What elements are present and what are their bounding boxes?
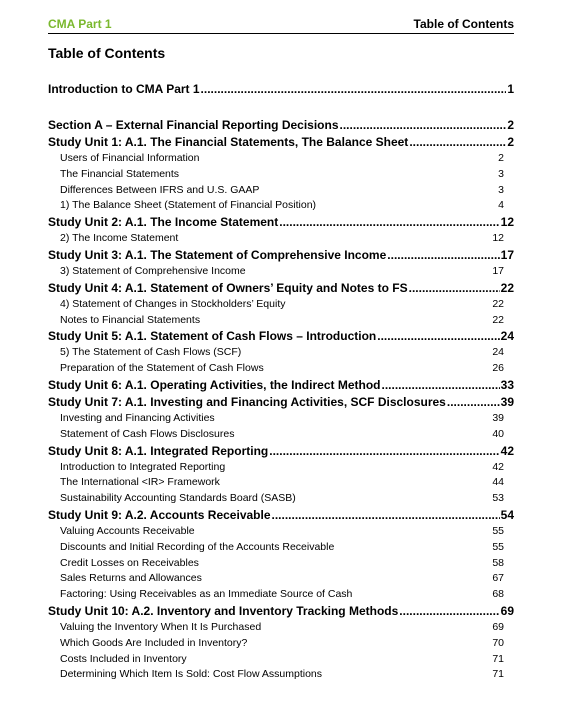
subentry-page: 55 [492, 540, 504, 553]
subentry-label: Discounts and Initial Recording of the Accounts Receivable [60, 540, 335, 553]
toc-entry-page: 2 [507, 118, 514, 132]
subentry-label: 5) The Statement of Cash Flows (SCF) [60, 346, 242, 359]
dot-leader [377, 328, 499, 345]
dot-leader [381, 377, 499, 394]
subentry-label: The Financial Statements [60, 167, 180, 180]
subentry-page: 67 [492, 572, 504, 585]
toc-subentry[interactable] [48, 667, 504, 683]
toc-subentry[interactable] [48, 151, 504, 167]
study-unit-label: Study Unit 8: A.1. Integrated Reporting [48, 443, 269, 458]
toc-entry-page: 1 [507, 82, 514, 96]
subentry-page: 42 [492, 460, 504, 473]
dot-leader [409, 134, 506, 151]
subentry-label: Sustainability Accounting Standards Board (SASB) [60, 492, 296, 505]
subentry-page: 2 [498, 152, 504, 164]
study-unit-label: Study Unit 1: A.1. The Financial Statements, The Balance Sheet [48, 135, 409, 149]
study-unit-entry[interactable] [48, 394, 514, 411]
study-unit-entry[interactable] [48, 328, 514, 345]
subentry-page: 69 [492, 620, 504, 633]
study-unit-label: Study Unit 4: A.1. Statement of Owners’ Equity and Notes to FS [48, 280, 408, 295]
study-unit-page: 22 [500, 280, 514, 295]
toc-subentry[interactable] [48, 587, 504, 603]
toc-subentry[interactable] [48, 556, 504, 572]
toc-section-entry[interactable] [48, 117, 514, 134]
toc-entry-label: Section A – External Financial Reporting Decisions [48, 118, 339, 132]
subentry-page: 22 [492, 297, 504, 310]
toc-subentry[interactable] [48, 198, 504, 214]
subentry-label: 4) Statement of Changes in Stockholders’ Equity [60, 297, 286, 310]
toc-subentry[interactable] [48, 264, 504, 280]
subentry-label: Statement of Cash Flows Disclosures [60, 427, 235, 440]
dot-leader [409, 280, 500, 297]
toc-intro-entry[interactable] [48, 81, 514, 98]
subentry-page: 26 [492, 362, 504, 375]
subentry-label: Costs Included in Inventory [60, 652, 187, 665]
study-unit-page: 39 [500, 394, 514, 409]
subentry-label: The International <IR> Framework [60, 476, 220, 489]
dot-leader [201, 81, 507, 98]
toc-entry-label: Introduction to CMA Part 1 [48, 82, 200, 96]
subentry-page: 4 [498, 199, 504, 212]
subentry-label: Preparation of the Statement of Cash Flows [60, 362, 264, 375]
study-unit-entry[interactable] [48, 443, 514, 460]
study-unit-label: Study Unit 5: A.1. Statement of Cash Flows – Introduction [48, 329, 377, 344]
table-of-contents [48, 81, 514, 683]
subentry-label: Determining Which Item Is Sold: Cost Flow Assumptions [60, 668, 323, 681]
subentry-page: 39 [492, 411, 504, 424]
toc-subentry[interactable] [48, 491, 504, 507]
study-unit-page: 33 [500, 377, 514, 392]
running-header [48, 17, 514, 34]
page-title: Table of Contents [48, 45, 166, 61]
subentry-page: 71 [492, 668, 504, 681]
study-unit-page: 54 [500, 507, 514, 522]
study-unit-label: Study Unit 2: A.1. The Income Statement [48, 215, 279, 230]
header-left: CMA Part 1 [48, 17, 112, 31]
dot-leader [447, 394, 500, 411]
subentry-page: 24 [492, 346, 504, 359]
study-unit-list [48, 134, 514, 683]
subentry-page: 3 [498, 183, 504, 196]
subentry-label: Introduction to Integrated Reporting [60, 460, 226, 473]
subentry-page: 22 [492, 313, 504, 326]
study-unit-entry[interactable] [48, 377, 514, 394]
subentry-page: 12 [492, 232, 504, 245]
dot-leader [269, 443, 499, 460]
subentry-page: 40 [492, 427, 504, 440]
study-unit-entry[interactable] [48, 214, 514, 231]
subentry-page: 70 [492, 636, 504, 649]
toc-subentry[interactable] [48, 345, 504, 361]
study-unit-page: 42 [500, 443, 514, 458]
study-unit-page: 69 [500, 603, 514, 618]
subentry-label: Factoring: Using Receivables as an Immediate Source of Cash [60, 588, 353, 601]
toc-subentry[interactable] [48, 460, 504, 476]
subentry-label: Valuing the Inventory When It Is Purchased [60, 620, 262, 633]
subentry-label: Notes to Financial Statements [60, 313, 201, 326]
study-unit-entry[interactable] [48, 280, 514, 297]
study-unit-entry[interactable] [48, 134, 514, 151]
subentry-label: Sales Returns and Allowances [60, 572, 202, 585]
toc-subentry[interactable] [48, 652, 504, 668]
study-unit-page: 24 [500, 329, 514, 344]
subentry-label: 3) Statement of Comprehensive Income [60, 264, 246, 277]
header-right: Table of Contents [413, 17, 514, 31]
toc-subentry[interactable] [48, 636, 504, 652]
subentry-page: 71 [492, 652, 504, 665]
study-unit-entry[interactable] [48, 247, 514, 264]
dot-leader [272, 507, 500, 524]
study-unit-label: Study Unit 3: A.1. The Statement of Comprehensive Income [48, 247, 387, 262]
dot-leader [387, 247, 499, 264]
toc-subentry[interactable] [48, 313, 504, 329]
toc-subentry[interactable] [48, 540, 504, 556]
subentry-label: Investing and Financing Activities [60, 411, 215, 424]
toc-subentry[interactable] [48, 411, 504, 427]
toc-subentry[interactable] [48, 231, 504, 247]
study-unit-page: 12 [500, 215, 514, 230]
toc-subentry[interactable] [48, 167, 504, 183]
toc-subentry[interactable] [48, 297, 504, 313]
subentry-page: 68 [492, 588, 504, 601]
subentry-label: Which Goods Are Included in Inventory? [60, 636, 248, 649]
toc-subentry[interactable] [48, 620, 504, 636]
subentry-page: 58 [492, 556, 504, 569]
study-unit-label: Study Unit 9: A.2. Accounts Receivable [48, 507, 271, 522]
dot-leader [279, 214, 499, 231]
study-unit-entry[interactable] [48, 507, 514, 524]
toc-subentry[interactable] [48, 183, 504, 199]
study-unit-entry[interactable] [48, 603, 514, 620]
subentry-label: Credit Losses on Receivables [60, 556, 199, 569]
toc-subentry[interactable] [48, 361, 504, 377]
study-unit-page: 17 [500, 247, 514, 262]
toc-subentry[interactable] [48, 571, 504, 587]
subentry-label: 2) The Income Statement [60, 232, 179, 245]
toc-subentry[interactable] [48, 427, 504, 443]
subentry-page: 3 [498, 167, 504, 180]
subentry-page: 44 [492, 476, 504, 489]
dot-leader [340, 117, 507, 134]
subentry-label: Valuing Accounts Receivable [60, 524, 195, 537]
study-unit-label: Study Unit 6: A.1. Operating Activities, the Indirect Method [48, 377, 381, 392]
subentry-label: 1) The Balance Sheet (Statement of Financial Position) [60, 199, 317, 212]
subentry-label: Users of Financial Information [60, 152, 200, 164]
subentry-page: 55 [492, 524, 504, 537]
subentry-label: Differences Between IFRS and U.S. GAAP [60, 183, 260, 196]
toc-subentry[interactable] [48, 524, 504, 540]
toc-subentry[interactable] [48, 475, 504, 491]
subentry-page: 17 [492, 264, 504, 277]
subentry-page: 53 [492, 492, 504, 505]
study-unit-label: Study Unit 10: A.2. Inventory and Inventory Tracking Methods [48, 603, 399, 618]
dot-leader [399, 603, 499, 620]
study-unit-label: Study Unit 7: A.1. Investing and Financing Activities, SCF Disclosures [48, 394, 446, 409]
study-unit-page: 2 [507, 135, 514, 149]
